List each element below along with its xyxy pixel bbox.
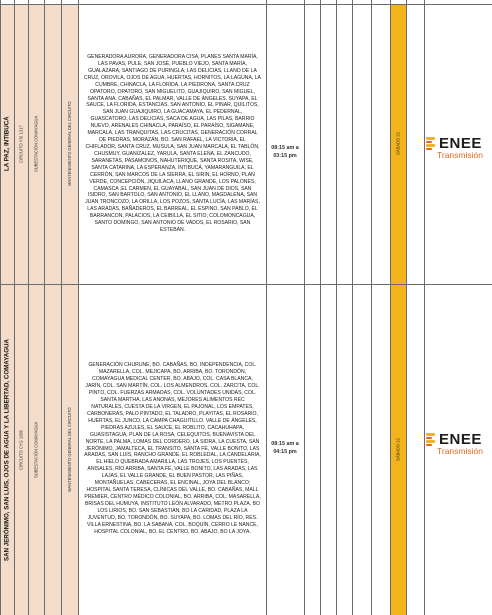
grid-line bbox=[371, 0, 372, 615]
affected-areas-text: GENERACIÓN CHURUNE, BO. CABAÑAS, BO. INDEPENDENCIA, COL. MAZARELLA, COL. MEJICAPA, BO. ARRIBA, BO. TORONDÓN, COMAYAGUA MEDICAL CENTER, BO. ABAJO, COL. CASA BLANCA, JARÍN, COL. SAN MARTÍN, COL. LOS ALMENDROS, COL. ZARCITA, COL. PINTO, COL. FUERZAS ARMADAS, COL. VOLUNTADES UNIDAS, COL. SANTA MARTHA, LAS ANONAS, MEJORES ALIMENTOS REC NATURALES, CUESTA DE LA VIRGEN, EL PAJONAL, LOS EMPATES, CARBONERAS, PALO PINTADO, EL TALADRO, PLAYITAS, EL ROSARIO, HUERTAS, EL JUNCO, LA CAMPA CHAGUITILLO. VALLE DE ÁNGELES, PIEDRAS AZULES, EL SAUCE, EL ROBLITO, CACAHUHAPA, GUASISTAGUA, PLAN DE LA ROSA, CELEQUITOS, BUENAVISTA DEL NORTE, LA PALMA, LOMAS DEL CORDERO, LA SIDRA, LA CUESTA, SAN JERÓNIMO, JAMALTECA, EL TRANSITO, SANTA FÉ, VALLE BONITO, LAS ARADAS, SAN LUIS, RANCHO GRANDE, EL ROBLEDAL, LA CANDELARIA, EL HIELO QUEBRADA AMARILLA, LAS TROJES, LOS PUENTES, ANISALES, RÍO ARRIBA, SANTA FÉ, VALLE BONITO, LAS ARADAS, LAS LAJAS, EL VALLE GRANDE, EL BUEN PASTOR, LAS PIÑAS, MONTAÑUELAS, CABECERAS, EL ENCINAL, JOYA DEL BLANCO; HOSPITAL SANTA TERESA, CLÍNICAS DEL VALLE, BO. CABAÑAS, MALL PREMIER, CENTRO MÉDICO COLONIAL, BO. ARRIBA, COL. MASARELLA, BRISAS DEL HUMUYA, INSTITUTO LEÓN ALVARADO, METRO PLAZA, BO LOS LIRIOS, BO. SAN SEBASTIÁN, BO LA CARIDAD, PLAZA LA JUVENTUD, BO. TORONDÓN, BO. SUYAPA, BO. LOMAS DEL RÍO, RES. VILLA ERNESTINA, BO. LA SABANA, COL. BOQUÍN, CERRO LE NANCE, HOSPITAL COLONIAL, BO. EL CENTRO, BO. ABAJO, BO LA JOYA. bbox=[84, 362, 261, 535]
grid-line bbox=[0, 0, 1, 615]
enee-mark-icon bbox=[426, 137, 438, 150]
grid-line bbox=[336, 0, 337, 615]
grid-line bbox=[44, 0, 45, 615]
circuit-label: CIRCUITO CYG 1086 bbox=[18, 430, 24, 470]
grid-line bbox=[424, 0, 425, 615]
grid-line bbox=[352, 0, 353, 615]
grid-line bbox=[266, 0, 267, 615]
grid-line bbox=[304, 0, 305, 615]
work-type-label: MANTENIMIENTO GENERAL DEL CIRCUITO bbox=[66, 101, 72, 187]
substation-label: SUBESTACIÓN COMAYAGUA bbox=[33, 115, 39, 173]
affected-areas-text: GENERADORA AURORA, GENERADORA CISA, PLANES SANTA MARÍA, LAS PAVAS, PULE, SAN JOSÉ, PUEBLO VIEJO, SANTA MARÍA, GUALAZARA, SANTIAGO DE PURINGLA, LAS DELICIAS, LLANO DE LA CRUZ, OROVILA, OJOS DE AGUA, HUERTAS, HORNITOS, LA LAGUNA, LA CUMBRE, CHINACLA, LA FLORIDA, LA PIEDRONA, SANTA CRUZ OPATORO, OPATORO, SAN MIGUELITO, GUAJIQUIRO, SAN MIGUEL, SANTA ANA, CABAÑAS, EL PALMAR, VALLE DE ÁNGELES, SUYAPA, EL SAUCE, LA FLORIDA, ESTANCIAS, SAN ANTONIO, EL PINAR, QUILITOS, SAN JUAN GUAJIQUIRO, LA GUACAMAYA, EL PEDERNAL, GUASCATORO, LAS DELICIAS, SACA DE AGUA, LAS PILAS, BARRIO NUEVO, ARENALES CHINACLA, PARAÍSO, EL PARAÍSO, SIGAMANE, MARCALA, LAS TRANQUITAS, LAS CRUCITAS, GENERACIÓN CORRAL DE PIEDRAS, MORAZÁN, BO. SAN RAFAEL, LA VICTORIA, EL CHIFLADOR, SANTA CRUZ, MUSULA, SAN JUAN MARCALA, EL TABLÓN, CHUSMUY, GUANIZALEZ, YARULA, SANTA ELENA, EL ZANCUDO, SARANETAS, PASAMONOS, NAHUTERIQUE, SANTA ROSITA, WISE, SANTA CATARINA, LA ESPERANZA, INTIBUCÁ, YAMARANGUILA, EL CERRÓN, SAN MARCOS DE LA SIERRA, EL SIRIN, EL HORNO, PLAN VERDE, CONCEPCIÓN, JIQUILACA, LLANO GRANDE, LOS PALONES, CAMASCA ,EL CARMEN, EL GUAYABAL, SAN JUAN DE DIOS, SAN ISIDRO, SAN BARTOLO, SAN ANTONIO, EL LLANO, MAGDALENA, SAN JUAN TRONCOZO, LA ORILLA, LOS POZOS, SANTA LUCÍA, LAS MARÍAS, LAS ARADAS, BAÑADEROS, EL BARREAL, EL ESPINO, SAN PABLO, EL BARRANCON, PALACIOS, LA CEIBILLA, EL SITIO, COLOMONCAGUA, SANTO DOMINGO, SAN ANTONIO DE VADOS, EL ROSARIO, SAN ESTEBÁN. bbox=[84, 54, 261, 234]
department-label: LA PAZ, INTIBUCÁ bbox=[3, 116, 11, 172]
logo-subtitle: Transmisión bbox=[437, 446, 483, 456]
day-label: SÁBADO 22 bbox=[395, 132, 401, 156]
grid-line bbox=[406, 0, 407, 615]
schedule-time bbox=[266, 140, 304, 164]
grid-line bbox=[78, 0, 79, 615]
circuit-label: CIRCUITO YSI 1317 bbox=[18, 125, 24, 163]
enee-mark-icon bbox=[426, 433, 438, 446]
enee-transmision-logo bbox=[426, 136, 492, 170]
time-start: 08:15 am a bbox=[271, 440, 299, 447]
schedule-time bbox=[266, 436, 304, 460]
logo-word: ENEE bbox=[439, 431, 482, 448]
logo-word: ENEE bbox=[439, 135, 482, 152]
time-end: 04:15 pm bbox=[273, 449, 297, 455]
substation-label: SUBESTACIÓN COMAYAGUA bbox=[33, 421, 39, 479]
grid-line bbox=[320, 0, 321, 615]
day-label: SÁBADO 22 bbox=[395, 438, 401, 462]
work-type-label: MANTENIMIENTO GENERAL DEL CIRCUITO bbox=[66, 407, 72, 493]
logo-subtitle: Transmisión bbox=[437, 150, 483, 160]
time-start: 08:15 am a bbox=[271, 144, 299, 151]
time-end: 03:15 pm bbox=[273, 153, 297, 159]
department-label: SAN JERÓNIMO, SAN LUIS, OJOS DE AGUA Y LA LIBERTAD, COMAYAGUA bbox=[3, 339, 11, 561]
enee-transmision-logo bbox=[426, 432, 492, 466]
